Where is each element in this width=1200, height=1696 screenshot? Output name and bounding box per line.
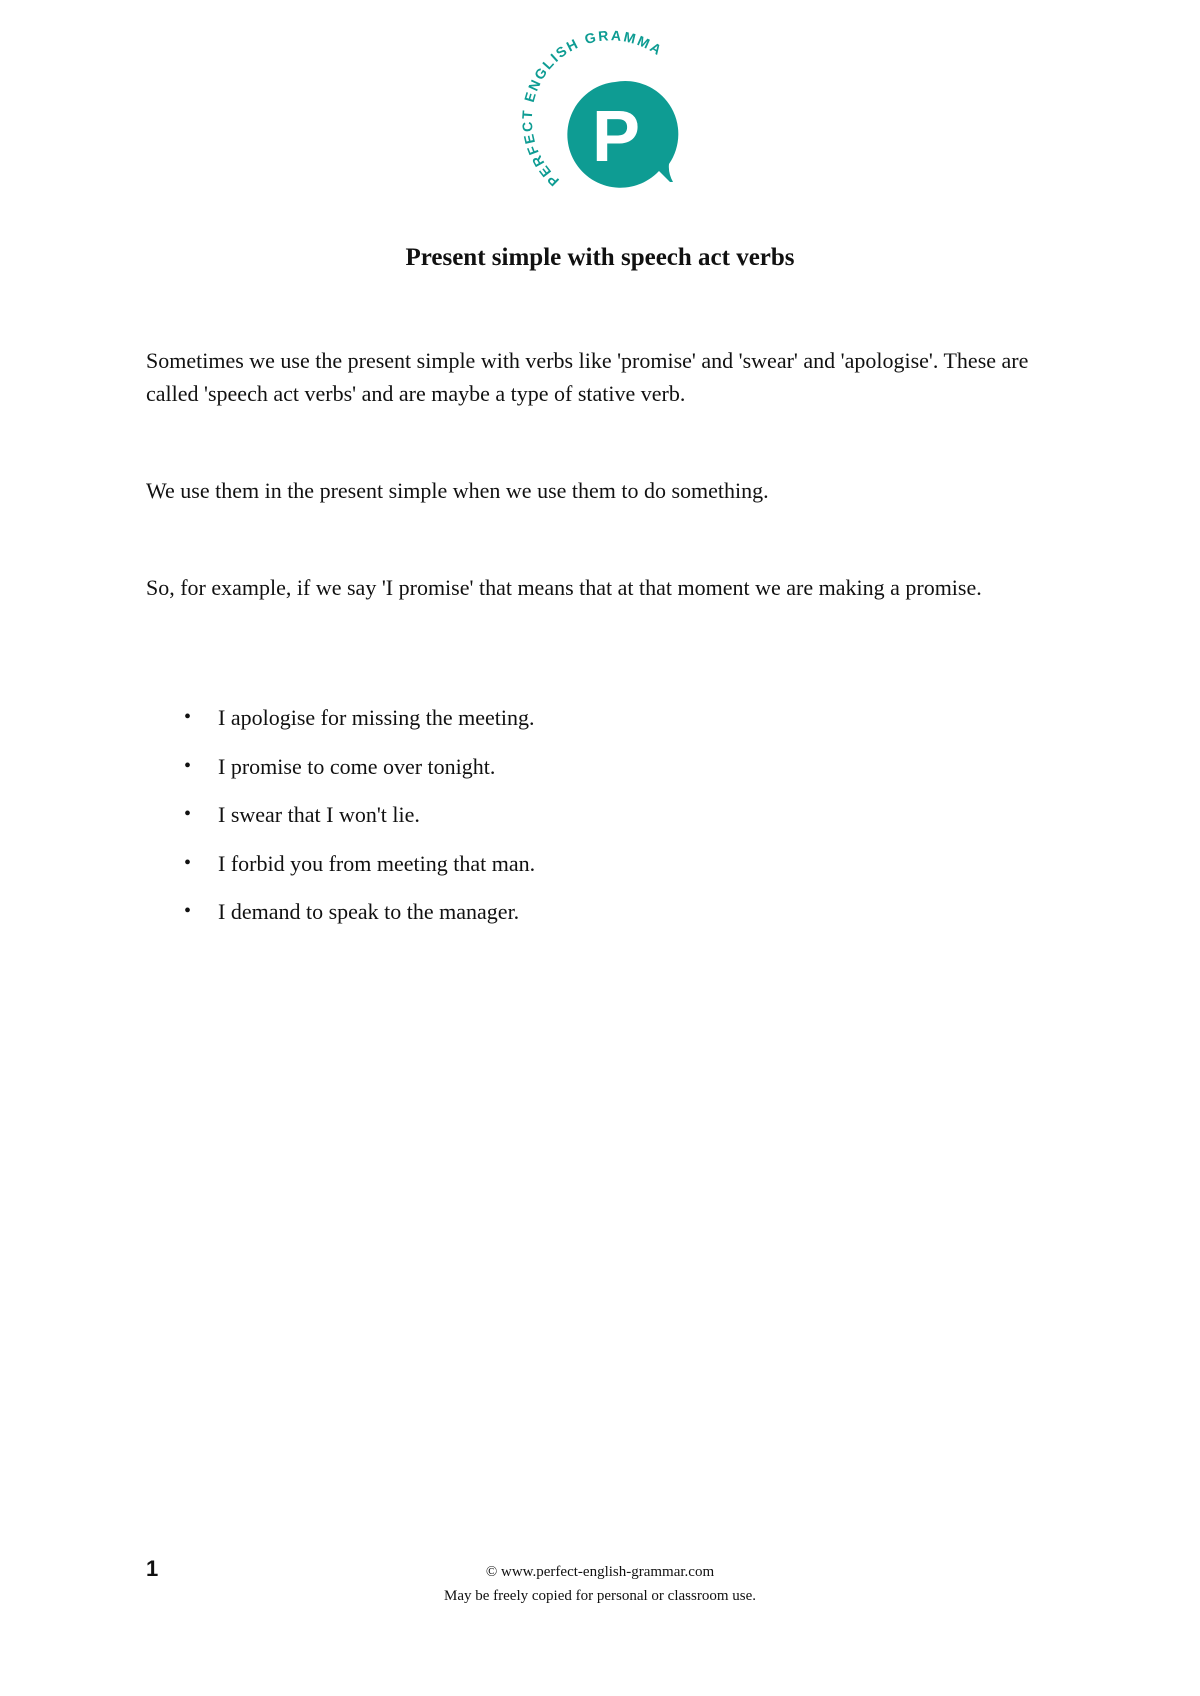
bullet-icon: • bbox=[184, 803, 192, 825]
example-sentence: I forbid you from meeting that man. bbox=[218, 850, 536, 876]
example-paragraph: So, for example, if we say 'I promise' that means that at that moment we are making a promise. bbox=[146, 575, 982, 600]
list-item bbox=[146, 701, 535, 750]
perfect-english-grammar-logo bbox=[520, 24, 680, 194]
list-item bbox=[146, 798, 535, 847]
logo-wordmark: PERFECT ENGLISH GRAMMA bbox=[520, 27, 667, 190]
list-item bbox=[146, 750, 535, 799]
usage-paragraph: We use them in the present simple when we use them to do something. bbox=[146, 478, 769, 503]
bullet-icon: • bbox=[184, 851, 192, 874]
example-sentence: I promise to come over tonight. bbox=[218, 753, 496, 779]
example-sentence-list bbox=[146, 701, 535, 944]
usage-notice: May be freely copied for personal or classroom use. bbox=[444, 1588, 756, 1604]
logo-speech-bubble-icon bbox=[520, 24, 680, 194]
example-sentence: I apologise for missing the meeting. bbox=[218, 705, 535, 730]
bullet-icon: • bbox=[184, 706, 192, 728]
logo-letter: P bbox=[591, 97, 641, 177]
list-item bbox=[146, 847, 535, 896]
example-sentence: I swear that I won't lie. bbox=[218, 802, 420, 827]
page-footer bbox=[0, 1560, 1200, 1608]
list-item bbox=[146, 895, 535, 944]
intro-paragraph: Sometimes we use the present simple with verbs like 'promise' and 'swear' and 'apologise'. These are called 'speech act verbs' and are maybe a type of stative verb. bbox=[146, 348, 1029, 406]
example-sentence: I demand to speak to the manager. bbox=[218, 899, 520, 924]
page-number: 1 bbox=[146, 1556, 159, 1581]
bullet-icon: • bbox=[184, 900, 192, 922]
copyright-text: © www.perfect-english-grammar.com bbox=[485, 1564, 715, 1580]
page-title: Present simple with speech act verbs bbox=[405, 244, 795, 271]
bullet-icon: • bbox=[184, 754, 192, 777]
